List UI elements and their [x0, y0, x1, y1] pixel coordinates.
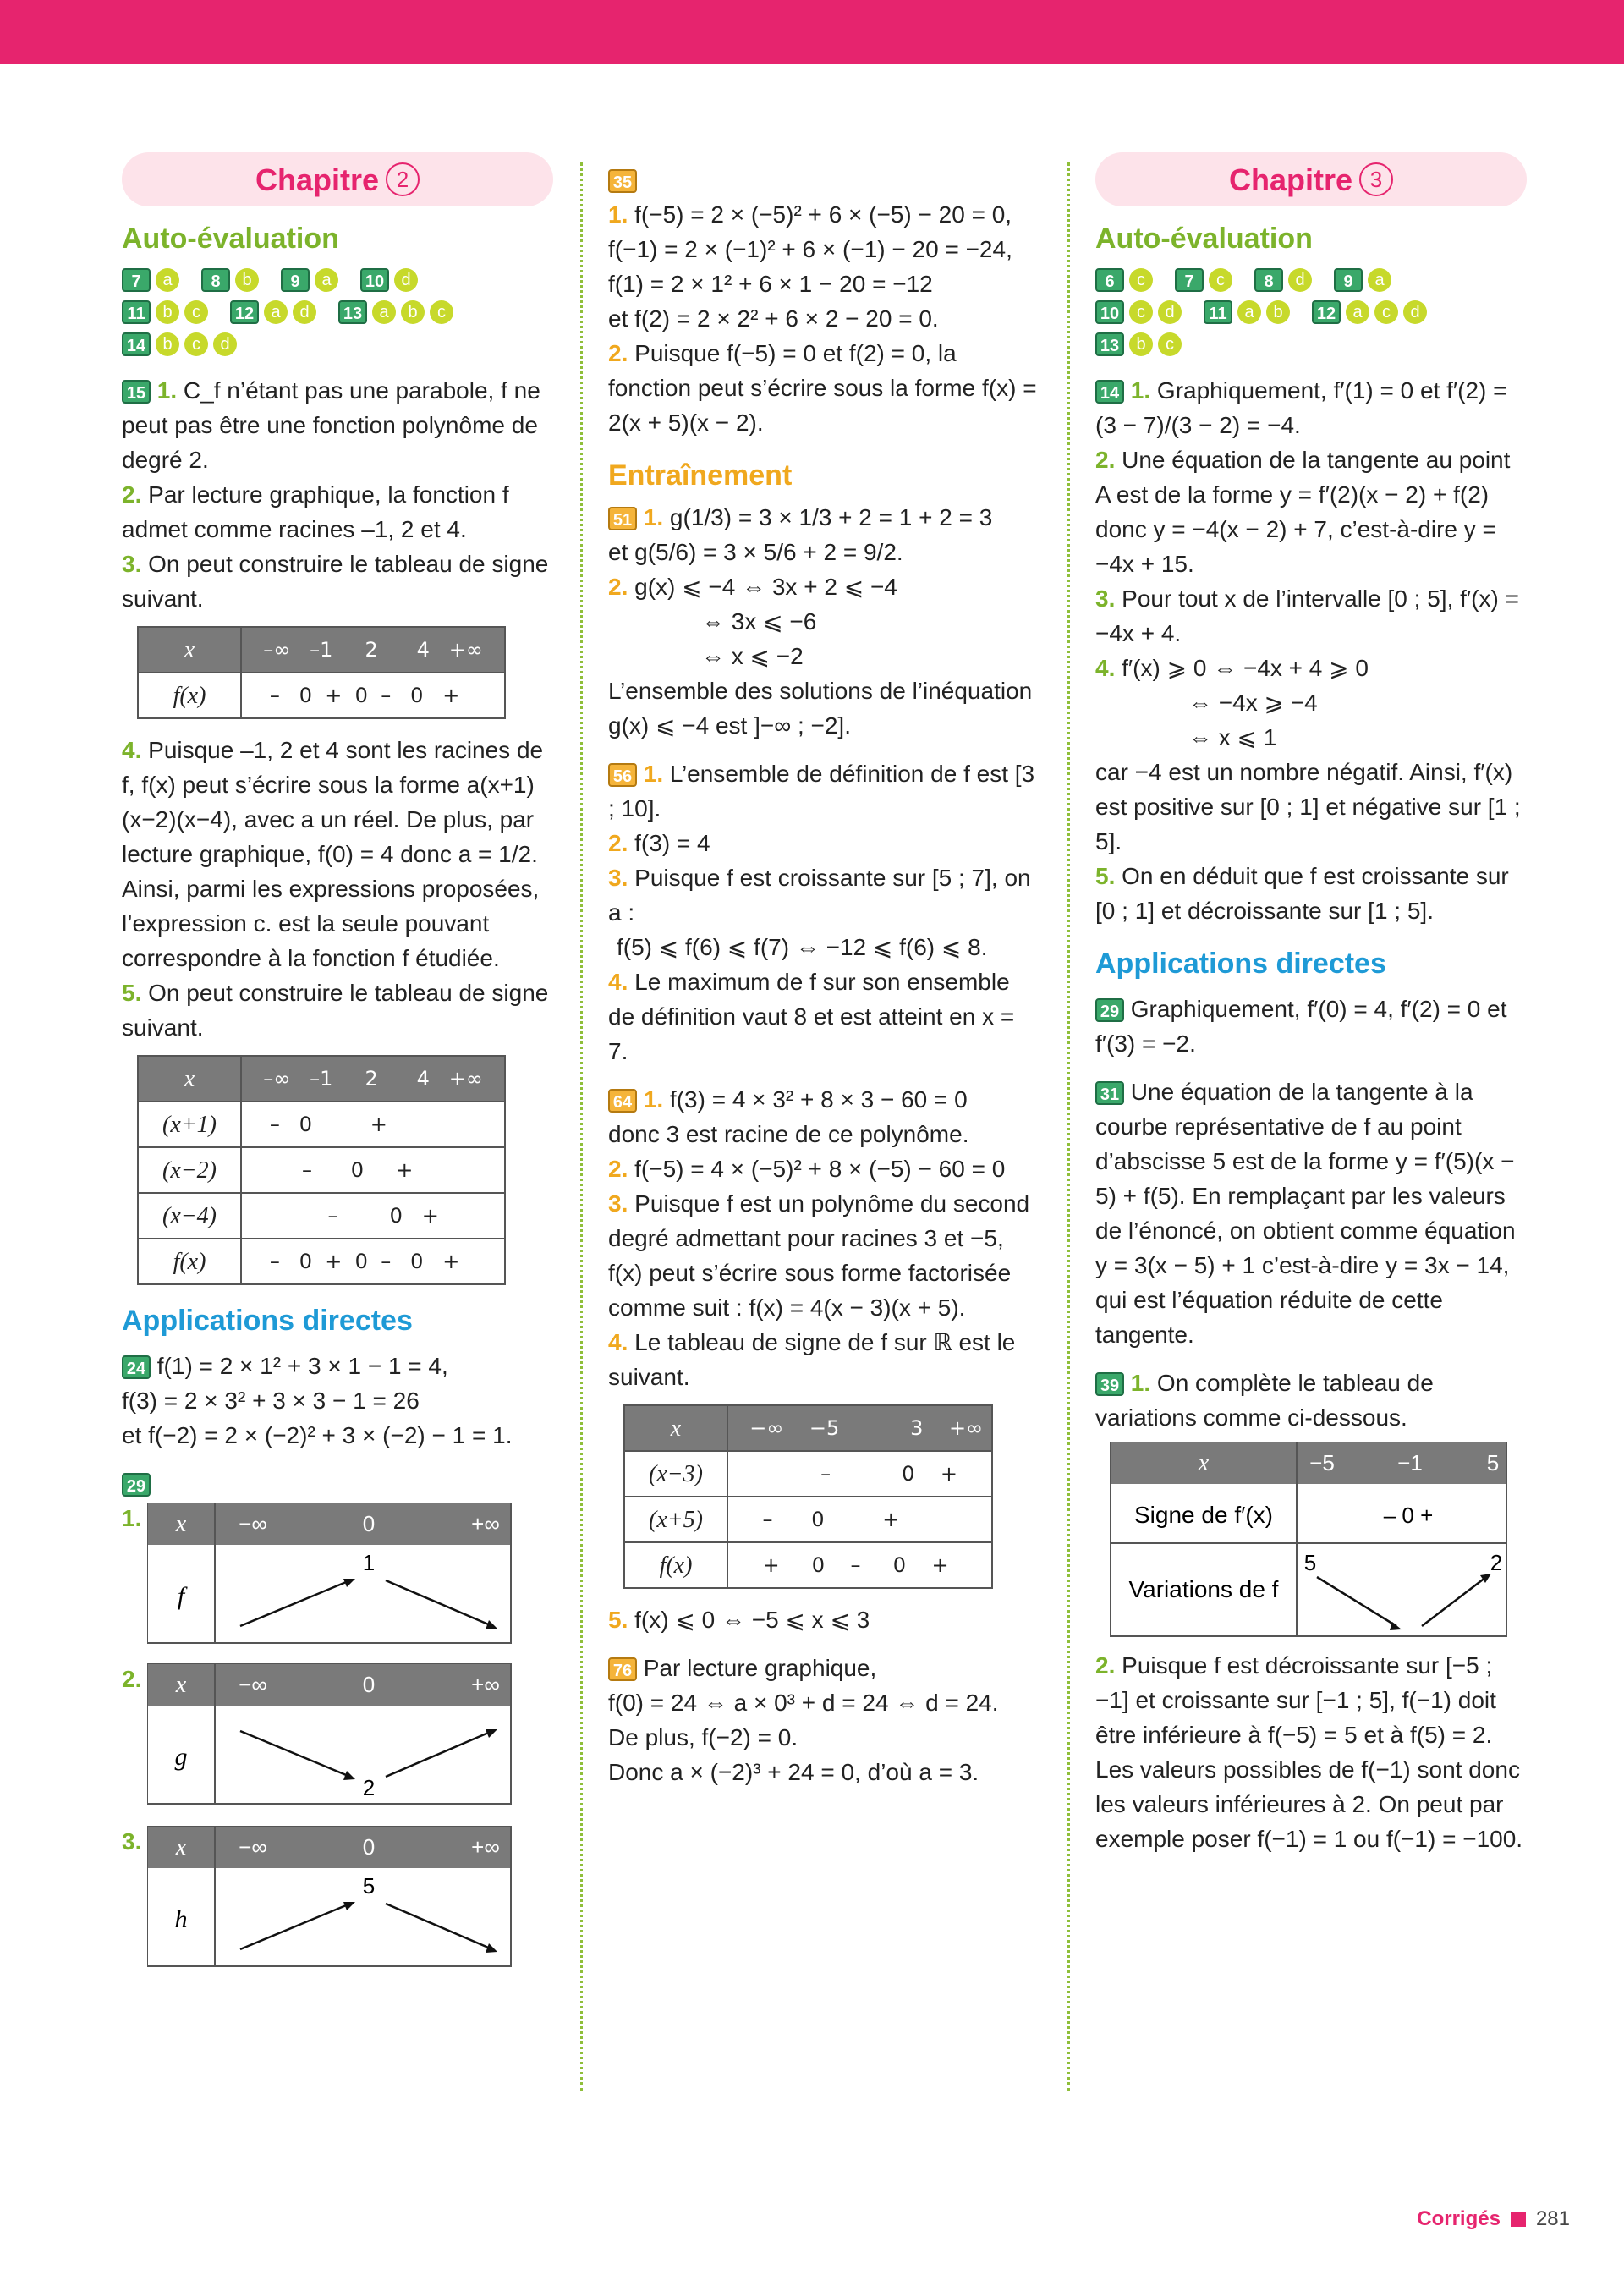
answer-bubble: b [156, 332, 179, 356]
function-label: f [177, 1582, 185, 1610]
answer-bubble: c [430, 300, 453, 324]
answer-text: Graphiquement, f′(1) = 0 et f′(2) = (3 − 7)/(3 − 2) = −4. [1095, 377, 1507, 438]
extremum-value: 5 [362, 1873, 376, 1899]
answer-text: car −4 est un nombre négatif. Ainsi, f′(x) est positive sur [0 ; 1] et négative sur [1 ; 5]. [1095, 759, 1521, 854]
sign-table [137, 626, 506, 719]
section-title: Applications directes [122, 1305, 413, 1337]
answer-text: On peut construire le tableau de signe suivant. [122, 551, 549, 612]
auto-evaluation-row [1095, 329, 1527, 360]
answer-bubble: a [315, 268, 338, 292]
answer-text: Le maximum de f sur son ensemble de définition vaut 8 et est atteint en x = 7. [608, 969, 1015, 1064]
answer-bubble: a [372, 300, 396, 324]
question-number: 3. [1095, 585, 1116, 612]
question-badge: 7 [122, 268, 151, 292]
arrow-head [343, 1902, 355, 1910]
question-number: 3. [608, 1190, 628, 1217]
answer-text: et f(2) = 2 × 2² + 6 × 2 − 20 = 0. [608, 305, 939, 332]
question-number: 1. [643, 761, 664, 787]
table-label: (x−3) [624, 1451, 727, 1497]
arrow-head [486, 1943, 497, 1953]
answer-item [122, 733, 553, 975]
answer-text: et f(−2) = 2 × (−2)² + 3 × (−2) − 1 = 1. [122, 1422, 513, 1448]
arrow-head [486, 1729, 497, 1738]
question-number: 1. [1130, 1370, 1151, 1396]
footer-square-icon [1511, 2212, 1526, 2227]
variation-table [122, 1501, 553, 1662]
answer-bubble: d [213, 332, 237, 356]
variation-value: 5 [1303, 1550, 1317, 1575]
answer-bubble: b [156, 300, 179, 324]
question-number: 3. [608, 865, 628, 891]
answer-text: On peut construire le tableau de signe suivant. [122, 980, 549, 1041]
row-label: Variations de f [1128, 1576, 1279, 1602]
function-label: h [174, 1905, 188, 1933]
answer-item [608, 1325, 1040, 1394]
answer-item [608, 860, 1040, 964]
header-value: +∞ [471, 1511, 500, 1536]
answer-text: f(3) = 2 × 3² + 3 × 3 − 1 = 26 [122, 1388, 420, 1414]
header-value: −∞ [239, 1511, 267, 1536]
answer-bubble: d [394, 268, 418, 292]
table-cell: – 0 + [241, 1147, 505, 1193]
answer-bubble: b [235, 268, 259, 292]
header-label: x [175, 1672, 187, 1698]
question-number: 2. [608, 340, 628, 366]
header-label: x [1198, 1450, 1210, 1476]
footer-label: Corrigés [1417, 2207, 1501, 2230]
answer-text: C_f n’étant pas une parabole, f ne peut pas être une fonction polynôme de degré 2. [122, 377, 540, 473]
sign-values: – 0 + [1383, 1503, 1434, 1528]
answer-text: Puisque –1, 2 et 4 sont les racines de f, f(x) peut s’écrire sous la forme a(x+1)(x−2)(x−4), avec a un réel. De plus, par lecture graphique, f(0) = 4 donc a = 1/2. Ainsi, parmi les expressions proposées, l’expression c. est la seule pouvant correspondre à la fonction f étudiée. [122, 737, 544, 971]
header-value: +∞ [471, 1672, 500, 1697]
header-label: x [175, 1511, 187, 1537]
answer-item [608, 964, 1040, 1069]
table-cell: – 0 + 0 – 0 + [241, 1239, 505, 1284]
table-label: f(x) [138, 673, 241, 718]
exercise-number: 15 [122, 380, 151, 404]
question-number: 4. [122, 737, 142, 763]
answer-text: L’ensemble des solutions de l’inéquation g(x) ⩽ −4 est ]−∞ ; −2]. [608, 678, 1033, 739]
answer-bubble: a [156, 268, 179, 292]
exercise-number: 35 [608, 169, 637, 193]
variation-table [122, 1662, 553, 1824]
auto-evaluation-answers [122, 265, 553, 360]
header-value: 0 [362, 1511, 376, 1536]
question-badge: 13 [1095, 332, 1124, 356]
answer-text: Puisque f est décroissante sur [−5 ; −1] et croissante sur [−1 ; 5], f(−1) doit être inférieure à f(−5) = 5 et à f(5) = 2. Les valeurs possibles de f(−1) sont donc les valeurs inférieures à 2. On peut par exemple poser f(−1) = 1 ou f(−1) = −100. [1095, 1652, 1523, 1852]
answer-text: On complète le tableau de variations comme ci-dessous. [1095, 1370, 1434, 1431]
header-value: +∞ [471, 1834, 500, 1860]
answer-item [1095, 442, 1527, 581]
table-cell: –∞ –1 2 4 +∞ [241, 627, 505, 673]
chapter-heading [122, 152, 553, 206]
table-label: x [624, 1405, 727, 1451]
answer-bubble: a [264, 300, 288, 324]
answer-text: g(1/3) = 3 × 1/3 + 2 = 1 + 2 = 3 [669, 504, 993, 530]
header-value: 0 [362, 1672, 376, 1697]
answer-bubble: d [1403, 300, 1427, 324]
answer-item [608, 1186, 1040, 1325]
question-badge: 10 [1095, 300, 1124, 324]
answer-item [122, 547, 553, 616]
answer-bubble: d [1158, 300, 1182, 324]
question-badge: 14 [122, 332, 151, 356]
answer-text: f(−5) = 2 × (−5)² + 6 × (−5) − 20 = 0, [634, 201, 1012, 228]
question-number: 2. [1095, 447, 1116, 473]
table-label: f(x) [138, 1239, 241, 1284]
answer-text: f(3) = 4 × 3² + 8 × 3 − 60 = 0 [669, 1086, 968, 1113]
answer-bubble: c [1129, 300, 1153, 324]
increasing-arrow [1422, 1577, 1486, 1626]
table-cell: – 0 + [727, 1497, 992, 1542]
question-number: 3. [122, 551, 142, 577]
question-badge: 12 [1312, 300, 1341, 324]
question-number: 4. [608, 969, 628, 995]
question-number: 2. [608, 1156, 628, 1182]
exercise-64 [608, 1082, 1040, 1151]
arrow-head [343, 1579, 355, 1587]
page-number: 281 [1535, 2207, 1570, 2230]
answer-bubble: a [1368, 268, 1391, 292]
exercise-31 [1095, 1074, 1527, 1352]
question-badge: 12 [230, 300, 259, 324]
answer-bubble: c [184, 300, 208, 324]
question-badge: 6 [1095, 268, 1124, 292]
answer-text: f(1) = 2 × 1² + 3 × 1 − 1 = 4, [156, 1353, 448, 1379]
answer-text: Donc a × (−2)³ + 24 = 0, d’où a = 3. [608, 1759, 979, 1785]
header-value: −∞ [239, 1672, 267, 1697]
question-badge: 7 [1175, 268, 1204, 292]
answer-text: f(−5) = 4 × (−5)² + 8 × (−5) − 60 = 0 [634, 1156, 1006, 1182]
exercise-number: 64 [608, 1089, 637, 1113]
answer-item [1095, 1648, 1527, 1856]
answer-bubble: b [401, 300, 425, 324]
column-chapter-2 [122, 152, 553, 1985]
answer-text: ⇔ −4x ⩾ −4 [1188, 690, 1318, 716]
exercise-number: 76 [608, 1657, 637, 1681]
question-number: 5. [608, 1607, 628, 1633]
answer-bubble: c [1129, 268, 1153, 292]
variation-table [122, 1824, 553, 1985]
decreasing-arrow [386, 1580, 492, 1626]
answer-item [608, 826, 1040, 860]
column-separator [1067, 162, 1070, 2091]
section-title: Applications directes [1095, 948, 1386, 980]
answer-text: et g(5/6) = 3 × 5/6 + 2 = 9/2. [608, 539, 903, 565]
answer-item [1095, 651, 1527, 859]
answer-text: ⇔ 3x ⩽ −6 [701, 608, 817, 635]
answer-text: f(−1) = 2 × (−1)² + 6 × (−1) − 20 = −24, [608, 236, 1012, 262]
exercise-29 [1095, 992, 1527, 1061]
question-number: 2. [608, 830, 628, 856]
answer-text: ⇔ x ⩽ −2 [701, 643, 804, 669]
increasing-arrow [240, 1904, 350, 1949]
header-value: 0 [362, 1834, 376, 1860]
answer-text: L’ensemble de définition de f est [3 ; 10]. [608, 761, 1035, 822]
increasing-arrow [240, 1580, 350, 1626]
answer-item [1095, 581, 1527, 651]
question-number: 5. [122, 980, 142, 1006]
answer-text: f(3) = 4 [634, 830, 710, 856]
table-cell: – 0 + 0 – 0 + [241, 673, 505, 718]
answer-text: Pour tout x de l’intervalle [0 ; 5], f′(x) = −4x + 4. [1095, 585, 1519, 646]
question-badge: 9 [281, 268, 310, 292]
answer-bubble: b [1266, 300, 1290, 324]
chapter-number: 2 [386, 162, 420, 196]
question-badge: 11 [122, 300, 151, 324]
answer-bubble: c [1209, 268, 1232, 292]
decreasing-arrow [240, 1731, 350, 1777]
answer-text: f(0) = 24 ⇔ a × 0³ + d = 24 ⇔ d = 24. [608, 1690, 999, 1716]
question-number: 1. [1130, 377, 1151, 404]
exercise-15 [122, 373, 553, 477]
question-number: 2. [122, 1666, 142, 1692]
table-label: (x+1) [138, 1102, 241, 1147]
exercise-number: 31 [1095, 1081, 1124, 1105]
table-cell: −∞ −5 3 +∞ [727, 1405, 992, 1451]
sign-table [623, 1404, 993, 1589]
row-label: Signe de f′(x) [1134, 1502, 1273, 1528]
exercise-76 [608, 1651, 1040, 1789]
answer-text: Graphiquement, f′(0) = 4, f′(2) = 0 et f′(3) = −2. [1095, 996, 1507, 1057]
arrow-head [486, 1620, 497, 1629]
chapter-number: 3 [1359, 162, 1393, 196]
answer-text: Puisque f(−5) = 0 et f(2) = 0, la fonction peut s’écrire sous la forme f(x) = 2(x + 5)(x − 2). [608, 340, 1037, 436]
exercise-number: 39 [1095, 1372, 1124, 1396]
increasing-arrow [386, 1731, 492, 1777]
header-value: −∞ [239, 1834, 267, 1860]
answer-text: donc 3 est racine de ce polynôme. [608, 1121, 969, 1147]
question-number: 5. [1095, 863, 1116, 889]
answer-item [608, 1602, 1040, 1637]
table-label: (x−2) [138, 1147, 241, 1193]
answer-text: f′(x) ⩾ 0 ⇔ −4x + 4 ⩾ 0 [1122, 655, 1369, 681]
answer-text: f(5) ⩽ f(6) ⩽ f(7) ⇔ −12 ⩽ f(6) ⩽ 8. [617, 934, 988, 960]
section-title: Auto-évaluation [1095, 223, 1313, 255]
column-chapter-3 [1095, 152, 1527, 1856]
chapter-word: Chapitre [1228, 162, 1353, 197]
question-number: 1. [643, 504, 664, 530]
answer-text: Puisque f est croissante sur [5 ; 7], on a : [608, 865, 1031, 926]
exercise-35 [608, 162, 1040, 197]
exercise-number: 24 [122, 1355, 151, 1379]
table-label: x [138, 627, 241, 673]
auto-evaluation-answers [1095, 265, 1527, 360]
question-badge: 8 [201, 268, 230, 292]
section-title: Entraînement [608, 459, 793, 492]
auto-evaluation-row [1095, 297, 1527, 327]
answer-text: Une équation de la tangente à la courbe représentative de f au point d’abscisse 5 est de la forme y = f′(5)(x − 5) + f(5). En remplaçant par les valeurs de l’énoncé, on obtient comme équation y = 3(x − 5) + 1 c’est-à-dire y = 3x − 14, qui est l’équation réduite de cette tangente. [1095, 1079, 1516, 1348]
answer-text: f(1) = 2 × 1² + 6 × 1 − 20 = −12 [608, 271, 933, 297]
variation-value: 2 [1490, 1550, 1503, 1575]
answer-item [608, 1151, 1040, 1186]
header-band [147, 1503, 511, 1545]
exercise-number: 29 [122, 1473, 151, 1497]
answer-text: Par lecture graphique, la fonction f admet comme racines –1, 2 et 4. [122, 481, 509, 542]
answer-text: Une équation de la tangente au point A est de la forme y = f′(2)(x − 2) + f(2) donc y = −4(x − 2) + 7, c’est-à-dire y = −4x + 15. [1095, 447, 1511, 577]
column-separator [580, 162, 583, 2091]
arrow-head [343, 1771, 355, 1780]
answer-bubble: d [293, 300, 316, 324]
answer-item [122, 975, 553, 1045]
chapter-heading [1095, 152, 1527, 206]
question-badge: 10 [360, 268, 389, 292]
auto-evaluation-row [122, 297, 553, 327]
header-band [147, 1663, 511, 1706]
auto-evaluation-row [1095, 265, 1527, 295]
table-cell: – 0 + [241, 1193, 505, 1239]
question-number: 4. [608, 1329, 628, 1355]
header-value: 5 [1486, 1450, 1500, 1475]
answer-bubble: a [1346, 300, 1369, 324]
question-number: 1. [122, 1505, 142, 1531]
extremum-value: 2 [362, 1775, 376, 1800]
table-cell: + 0 – 0 + [727, 1542, 992, 1588]
answer-text: On en déduit que f est croissante sur [0 ; 1] et décroissante sur [1 ; 5]. [1095, 863, 1509, 924]
decreasing-arrow [386, 1904, 492, 1949]
question-number: 1. [156, 377, 178, 404]
answer-text: Par lecture graphique, [643, 1655, 877, 1681]
exercise-24 [122, 1349, 553, 1453]
auto-evaluation-row [122, 265, 553, 295]
answer-text: f(x) ⩽ 0 ⇔ −5 ⩽ x ⩽ 3 [634, 1607, 870, 1633]
table-cell: –∞ –1 2 4 +∞ [241, 1056, 505, 1102]
question-number: 2. [1095, 1652, 1116, 1679]
answer-text: Puisque f est un polynôme du second degré admettant pour racines 3 et −5, f(x) peut s’écrire sous forme factorisée comme suit : f(x) = 4(x − 3)(x + 5). [608, 1190, 1030, 1321]
section-title: Auto-évaluation [122, 223, 339, 255]
answer-text: Le tableau de signe de f sur ℝ est le suivant. [608, 1329, 1016, 1390]
exercise-51 [608, 500, 1040, 743]
exercise-29 [122, 1466, 553, 1501]
top-banner [0, 0, 1624, 64]
exercise-number: 29 [1095, 998, 1124, 1022]
exercise-number: 56 [608, 763, 637, 787]
question-number: 1. [643, 1086, 664, 1113]
exercise-56 [608, 756, 1040, 826]
exercise-14 [1095, 373, 1527, 442]
header-band [147, 1826, 511, 1868]
variation-diagram [147, 1503, 553, 1655]
answer-item [608, 197, 1040, 336]
answer-bubble: c [184, 332, 208, 356]
answer-item [1095, 859, 1527, 928]
question-number: 2. [122, 481, 142, 508]
variation-diagram [147, 1663, 553, 1816]
header-value: −1 [1397, 1450, 1423, 1475]
variation-diagram [147, 1826, 553, 1978]
exercise-number: 14 [1095, 380, 1124, 404]
sign-table [137, 1055, 506, 1285]
answer-bubble: b [1129, 332, 1153, 356]
answer-bubble: c [1158, 332, 1182, 356]
answer-bubble: c [1374, 300, 1398, 324]
extremum-value: 1 [362, 1550, 376, 1575]
decreasing-arrow [1317, 1577, 1396, 1626]
question-number: 1. [608, 201, 628, 228]
question-number: 2. [608, 574, 628, 600]
table-label: (x+5) [624, 1497, 727, 1542]
header-label: x [175, 1834, 187, 1860]
auto-evaluation-row [122, 329, 553, 360]
answer-text: ⇔ x ⩽ 1 [1188, 724, 1277, 750]
function-label: g [174, 1743, 188, 1771]
question-number: 4. [1095, 655, 1116, 681]
question-badge: 8 [1254, 268, 1283, 292]
question-number: 3. [122, 1828, 142, 1855]
question-badge: 11 [1204, 300, 1232, 324]
table-label: (x−4) [138, 1193, 241, 1239]
question-badge: 13 [338, 300, 367, 324]
header-band [1111, 1442, 1506, 1484]
question-badge: 9 [1334, 268, 1363, 292]
table-label: f(x) [624, 1542, 727, 1588]
chapter-word: Chapitre [255, 162, 380, 197]
answer-bubble: d [1288, 268, 1312, 292]
answer-bubble: a [1237, 300, 1261, 324]
variation-table-39 [1095, 1442, 1527, 1645]
table-label: x [138, 1056, 241, 1102]
table-cell: – 0 + [727, 1451, 992, 1497]
column-middle [608, 162, 1040, 1789]
page-footer [1417, 2207, 1570, 2231]
answer-text: De plus, f(−2) = 0. [608, 1724, 798, 1750]
answer-text: g(x) ⩽ −4 ⇔ 3x + 2 ⩽ −4 [634, 574, 897, 600]
answer-item [122, 477, 553, 547]
exercise-number: 51 [608, 507, 637, 530]
answer-item [608, 336, 1040, 440]
table-cell: – 0 + [241, 1102, 505, 1147]
header-value: −5 [1309, 1450, 1335, 1475]
exercise-39 [1095, 1366, 1527, 1435]
